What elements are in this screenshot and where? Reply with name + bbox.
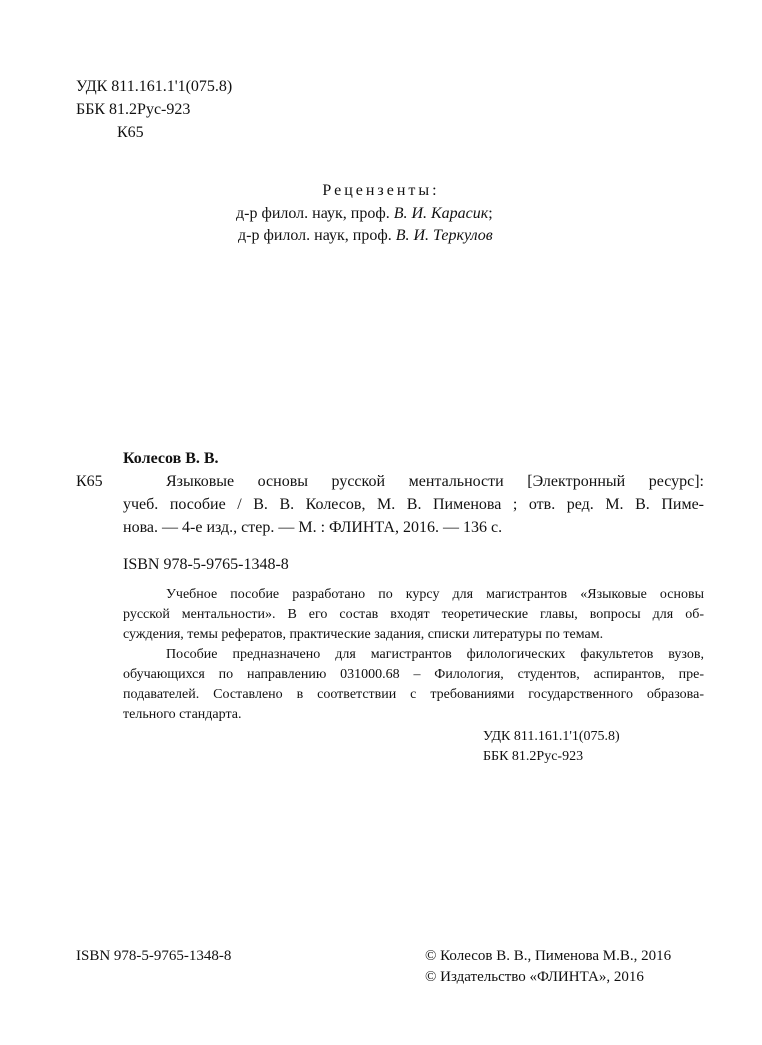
annotation-line: суждения, темы рефератов, практические задания, списки литературы по темам. [123,627,604,642]
footer-copyright-authors: © Колесов В. В., Пименова М.В., 2016 [425,948,672,964]
footer-copyright-publisher: © Издательство «ФЛИНТА», 2016 [425,969,644,985]
catalog-author: Колесов В. В. [123,450,219,467]
annotation-line: подавателей. Составлено в соответствии с требованиями государственного образова- [123,687,704,702]
catalog-title-line: Языковые основы русской ментальности [Электронный ресурс]: [166,473,704,490]
catalog-isbn: ISBN 978-5-9765-1348-8 [123,556,289,573]
author-sign: К65 [117,124,144,141]
footer-isbn: ISBN 978-5-9765-1348-8 [76,948,232,964]
reviewer-name: В. И. Карасик [393,205,489,222]
reviewer-name: В. И. Теркулов [395,227,493,244]
annotation-line: Пособие предназначено для магистрантов филологических факультетов вузов, [166,647,704,662]
reviewer-degree: д-р филол. наук, проф. [236,205,390,222]
annotation-udk: УДК 811.161.1'1(075.8) [483,729,620,744]
annotation-line: русской ментальности». В его состав входят теоретические главы, вопросы для об- [123,607,704,622]
catalog-sign: К65 [76,473,103,490]
annotation-line: тельного стандарта. [123,707,242,722]
reviewers-heading: Рецензенты: [322,182,440,199]
annotation-line: Учебное пособие разработано по курсу для магистрантов «Языковые основы [166,587,704,602]
udk-code: УДК 811.161.1'1(075.8) [76,78,233,95]
reviewer-punct: ; [488,205,493,222]
annotation-line: обучающихся по направлению 031000.68 – Филология, студентов, аспирантов, пре- [123,667,704,682]
reviewer-line-2 [238,226,493,246]
reviewer-line-1 [236,204,493,224]
annotation-bbk: ББК 81.2Рус-923 [483,749,584,764]
reviewer-degree: д-р филол. наук, проф. [238,227,392,244]
bbk-code: ББК 81.2Рус-923 [76,101,191,118]
catalog-title-line: учеб. пособие / В. В. Колесов, М. В. Пименова ; отв. ред. М. В. Пиме- [123,496,704,513]
catalog-title-line: нова. — 4-е изд., стер. — М. : ФЛИНТА, 2016. — 136 с. [123,519,503,536]
